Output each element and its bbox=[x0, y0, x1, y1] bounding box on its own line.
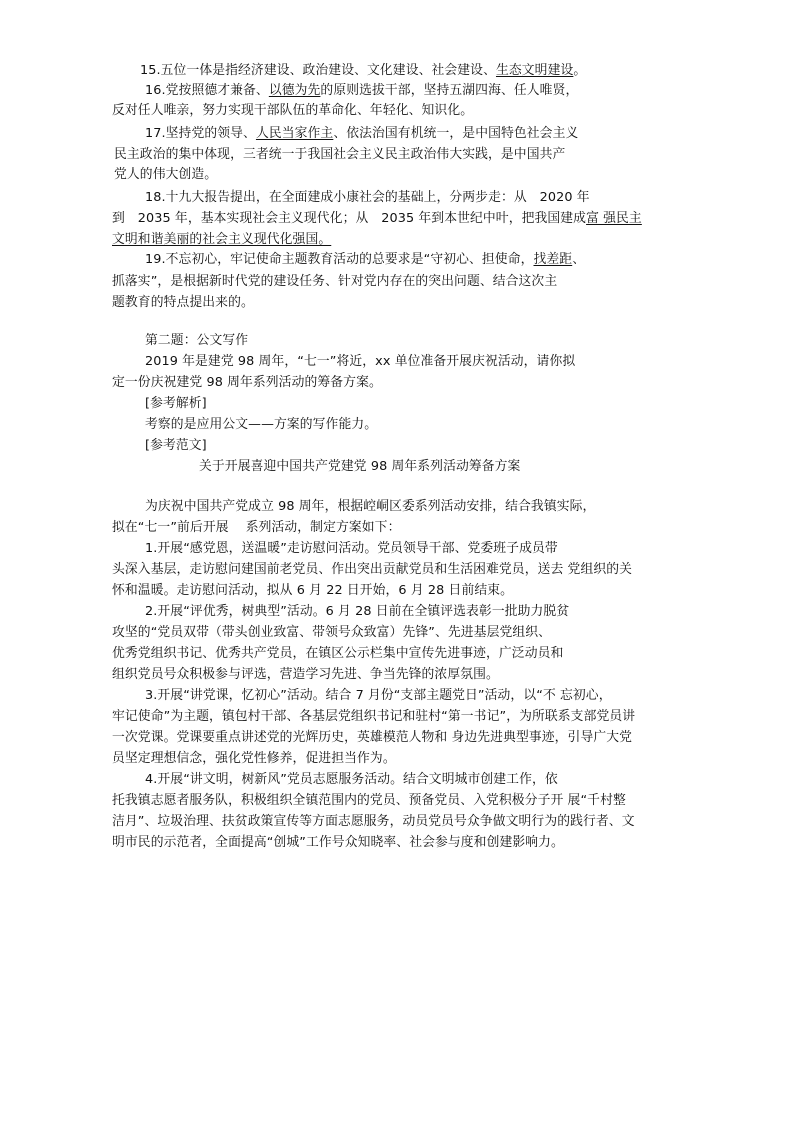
item-19-line-3: 题教育的特点提出来的。 bbox=[112, 295, 254, 310]
item-17-line-3: 党人的伟大创造。 bbox=[114, 167, 218, 182]
question-line-2: 定一份庆祝建党 98 周年系列活动的筹备方案。 bbox=[112, 375, 382, 390]
item-15-end: 。 bbox=[573, 63, 587, 78]
para-2-line-4: 组织党员号众积极参与评选，营造学习先进、争当先锋的浓厚氛围。 bbox=[112, 667, 499, 682]
item-19-text-cont: 、 bbox=[572, 252, 586, 267]
item-19-text: 19.不忘初心，牢记使命主题教育活动的总要求是“守初心、担使命， bbox=[145, 252, 534, 267]
item-17-line-1 bbox=[145, 124, 578, 144]
para-4-line-3: 洁月”、垃圾治理、扶贫政策宣传等方面志愿服务，动员党员号众争做文明行为的践行者、文 bbox=[112, 814, 635, 829]
intro-line-2: 拟在“七一”前后开展 系列活动，制定方案如下： bbox=[112, 520, 401, 535]
item-17-line-2: 民主政治的集中体现，三者统一于我国社会主义民主政治伟大实践，是中国共产 bbox=[114, 147, 566, 162]
item-16-text-cont: 的原则选拔干部，坚持五湖四海、任人唯贤， bbox=[320, 83, 579, 98]
item-18-text: 到 2035 年，基本实现社会主义现代化；从 2035 年到本世纪中叶，把我国建成 bbox=[112, 211, 587, 226]
para-2-line-2: 攻坚的“党员双带（带头创业致富、带领号众致富）先锋”、先进基层党组织、 bbox=[112, 625, 552, 640]
item-16-line-1 bbox=[145, 81, 578, 101]
item-15 bbox=[140, 61, 586, 81]
item-18-line-1: 18.十九大报告提出，在全面建成小康社会的基础上，分两步走：从 2020 年 bbox=[145, 190, 590, 205]
para-3-line-3: 一次党课。党课要重点讲述党的光辉历史，英雄模范人物和 身边先进典型事迹，引导广大党 bbox=[112, 730, 633, 745]
para-2-line-1: 2.开展“评优秀，树典型”活动。6 月 28 日前在全镇评选表彰一批助力脱贫 bbox=[145, 604, 570, 619]
item-19-underlined: 找差距 bbox=[533, 252, 573, 267]
para-1-line-3: 怀和温暖。走访慰问活动，拟从 6 月 22 日开始，6 月 28 日前结束。 bbox=[112, 583, 514, 598]
question-line-1: 2019 年是建党 98 周年，“七一”将近，xx 单位准备开展庆祝活动，请你拟 bbox=[145, 354, 576, 369]
para-3-line-4: 员坚定理想信念，强化党性修养，促进担当作为。 bbox=[112, 751, 396, 766]
intro-line-1: 为庆祝中国共产党成立 98 周年，根据崆峒区委系列活动安排，结合我镇实际， bbox=[145, 499, 596, 514]
para-1-line-2: 头深入基层，走访慰问建国前老党员、作出突出贡献党员和生活困难党员，送去 党组织的关 bbox=[112, 562, 633, 577]
item-19-line-1 bbox=[145, 250, 585, 270]
section-heading: 第二题：公文写作 bbox=[145, 333, 249, 348]
item-15-underlined: 生态文明建设 bbox=[495, 63, 574, 78]
item-17-text: 17.坚持党的领导、 bbox=[145, 126, 256, 141]
sample-title: 关于开展喜迎中国共产党建党 98 周年系列活动筹备方案 bbox=[199, 459, 521, 474]
para-1-line-1: 1.开展“感党恩，送温暖”走访慰问活动。党员领导干部、党委班子成员带 bbox=[145, 541, 558, 556]
para-3-line-1: 3.开展“讲党课，忆初心”活动。结合 7 月份“支部主题党日”活动，以“不 忘初心， bbox=[145, 688, 612, 703]
item-18-line-3 bbox=[112, 230, 331, 250]
para-4-line-4: 明市民的示范者，全面提高“创城”工作号众知晓率、社会参与度和创建影响力。 bbox=[112, 835, 564, 850]
item-16-text: 16.党按照德才兼备、 bbox=[145, 83, 269, 98]
analysis-text: 考察的是应用公文——方案的写作能力。 bbox=[145, 417, 378, 432]
item-17-text-cont: 、依法治国有机统一，是中国特色社会主义 bbox=[333, 126, 579, 141]
item-16-underlined: 以德为先 bbox=[268, 83, 321, 98]
item-19-line-2: 抓落实”，是根据新时代党的建设任务、针对党内存在的突出问题、结合这次主 bbox=[112, 274, 558, 289]
item-17-underlined: 人民当家作主 bbox=[255, 126, 334, 141]
analysis-label: [参考解析] bbox=[145, 396, 207, 411]
sample-label: [参考范文] bbox=[145, 438, 207, 453]
item-16-line-2: 反对任人唯亲，努力实现干部队伍的革命化、年轻化、知识化。 bbox=[112, 103, 474, 118]
para-3-line-2: 牢记使命”为主题，镇包村干部、各基层党组织书记和驻村“第一书记”，为所联系支部党员讲 bbox=[112, 709, 636, 724]
item-18-underlined-cont: 文明和谐美丽的社会主义现代化强国。 bbox=[112, 232, 332, 247]
para-2-line-3: 优秀党组织书记、优秀共产党员，在镇区公示栏集中宣传先进事迹，广泛动员和 bbox=[112, 646, 564, 661]
item-18-underlined: 富 强民主 bbox=[586, 211, 642, 226]
item-15-text: 15.五位一体是指经济建设、政治建设、文化建设、社会建设、 bbox=[140, 63, 496, 78]
para-4-line-2: 托我镇志愿者服务队，积极组织全镇范围内的党员、预备党员、入党积极分子开 展“千村整 bbox=[112, 793, 626, 808]
item-18-line-2 bbox=[112, 209, 642, 229]
para-4-line-1: 4.开展“讲文明，树新风”党员志愿服务活动。结合文明城市创建工作，依 bbox=[145, 772, 558, 787]
